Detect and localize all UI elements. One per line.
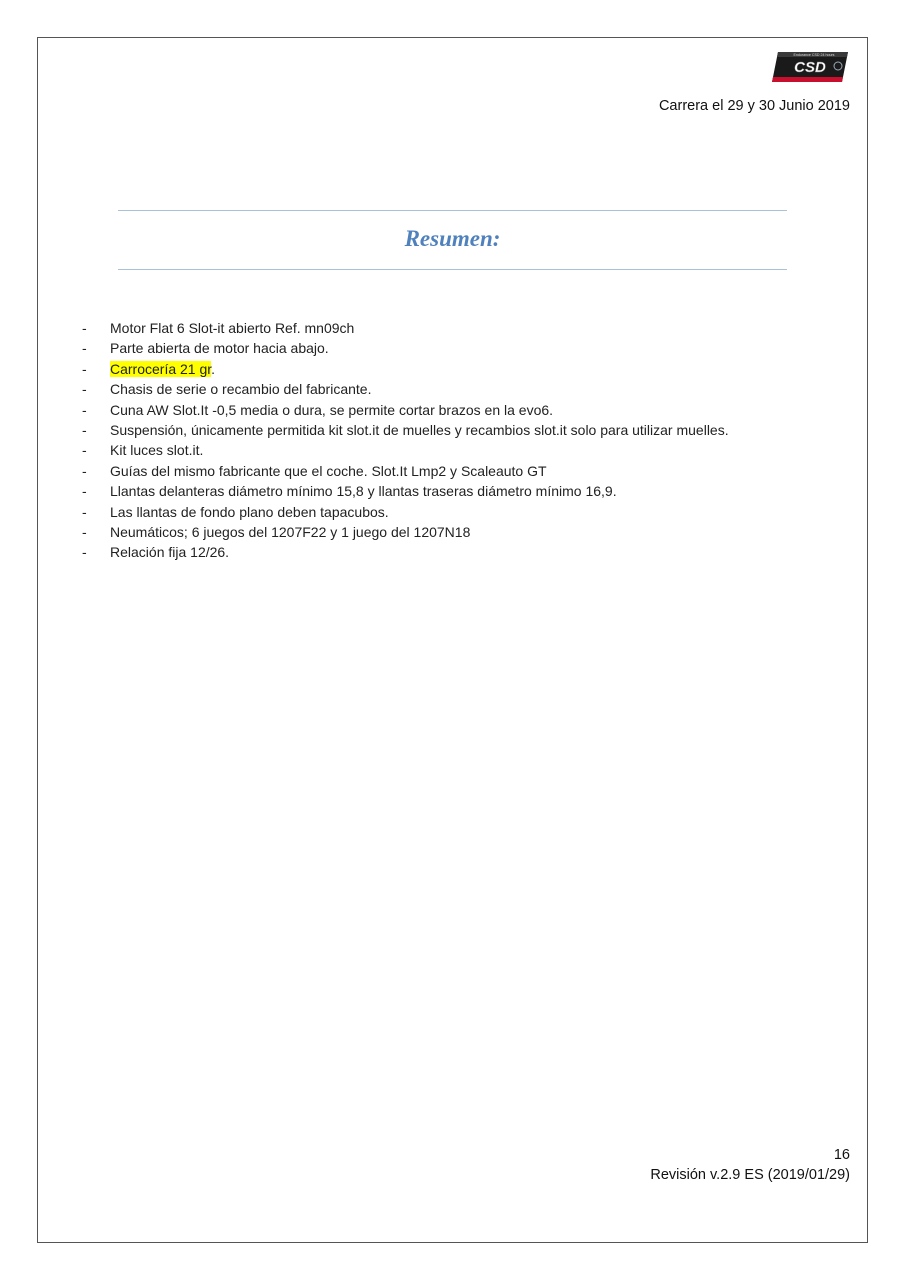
- list-item: [82, 461, 729, 481]
- bullet-dash: -: [82, 320, 87, 336]
- list-item-text: Llantas delanteras diámetro mínimo 15,8 y llantas traseras diámetro mínimo 16,9.: [110, 483, 617, 500]
- list-item: [82, 400, 729, 420]
- list-item: [82, 359, 729, 379]
- summary-list: [82, 318, 729, 563]
- list-item-text: Relación fija 12/26.: [110, 544, 230, 561]
- list-item: [82, 338, 729, 358]
- list-item: [82, 542, 729, 562]
- list-item: [82, 502, 729, 522]
- bullet-dash: -: [82, 381, 87, 398]
- revision-label: Revisión v.2.9 ES (2019/01/29): [650, 1167, 850, 1183]
- list-item-suffix: .: [211, 360, 216, 377]
- bullet-dash: -: [82, 422, 87, 439]
- list-item-text: Kit luces slot.it.: [110, 442, 204, 459]
- bullet-dash: -: [82, 401, 87, 418]
- bullet-dash: -: [82, 462, 87, 479]
- list-item-text: Chasis de serie o recambio del fabricante.: [110, 381, 372, 398]
- list-item: [82, 379, 729, 399]
- page-border: [37, 37, 868, 1243]
- bullet-dash: -: [82, 340, 87, 357]
- svg-text:Endurance CSD 24 hours: Endurance CSD 24 hours: [793, 53, 835, 57]
- section-title: Resumen:: [404, 226, 501, 251]
- list-item: [82, 420, 729, 440]
- list-item-text: Guías del mismo fabricante que el coche. Slot.It Lmp2 y Scaleauto GT: [110, 462, 547, 479]
- csd-logo: [770, 50, 850, 84]
- highlighted-text: Carrocería 21 gr: [110, 360, 212, 377]
- list-item-text: Neumáticos; 6 juegos del 1207F22 y 1 juego del 1207N18: [110, 524, 471, 541]
- list-item: [82, 440, 729, 460]
- list-item: [82, 522, 729, 542]
- list-item-text: Las llantas de fondo plano deben tapacubos.: [110, 503, 389, 520]
- bullet-dash: -: [82, 544, 87, 561]
- race-date: Carrera el 29 y 30 Junio 2019: [658, 98, 850, 114]
- list-item: [82, 318, 729, 338]
- bullet-dash: -: [82, 360, 87, 377]
- title-rule-top: [118, 210, 787, 211]
- bullet-dash: -: [82, 442, 87, 459]
- list-item-text: Cuna AW Slot.It -0,5 media o dura, se permite cortar brazos en la evo6.: [110, 401, 554, 418]
- bullet-dash: -: [82, 503, 87, 520]
- list-item-text: Parte abierta de motor hacia abajo.: [110, 340, 329, 357]
- list-item-text: Motor Flat 6 Slot-it abierto Ref. mn09ch: [110, 320, 355, 336]
- page-number: 16: [833, 1147, 850, 1163]
- title-rule-bottom: [118, 269, 787, 270]
- list-item-text: Suspensión, únicamente permitida kit slot.it de muelles y recambios slot.it solo para utilizar muelles.: [110, 422, 729, 439]
- bullet-dash: -: [82, 483, 87, 500]
- bullet-dash: -: [82, 524, 87, 541]
- list-item: [82, 481, 729, 501]
- svg-text:CSD: CSD: [794, 59, 826, 76]
